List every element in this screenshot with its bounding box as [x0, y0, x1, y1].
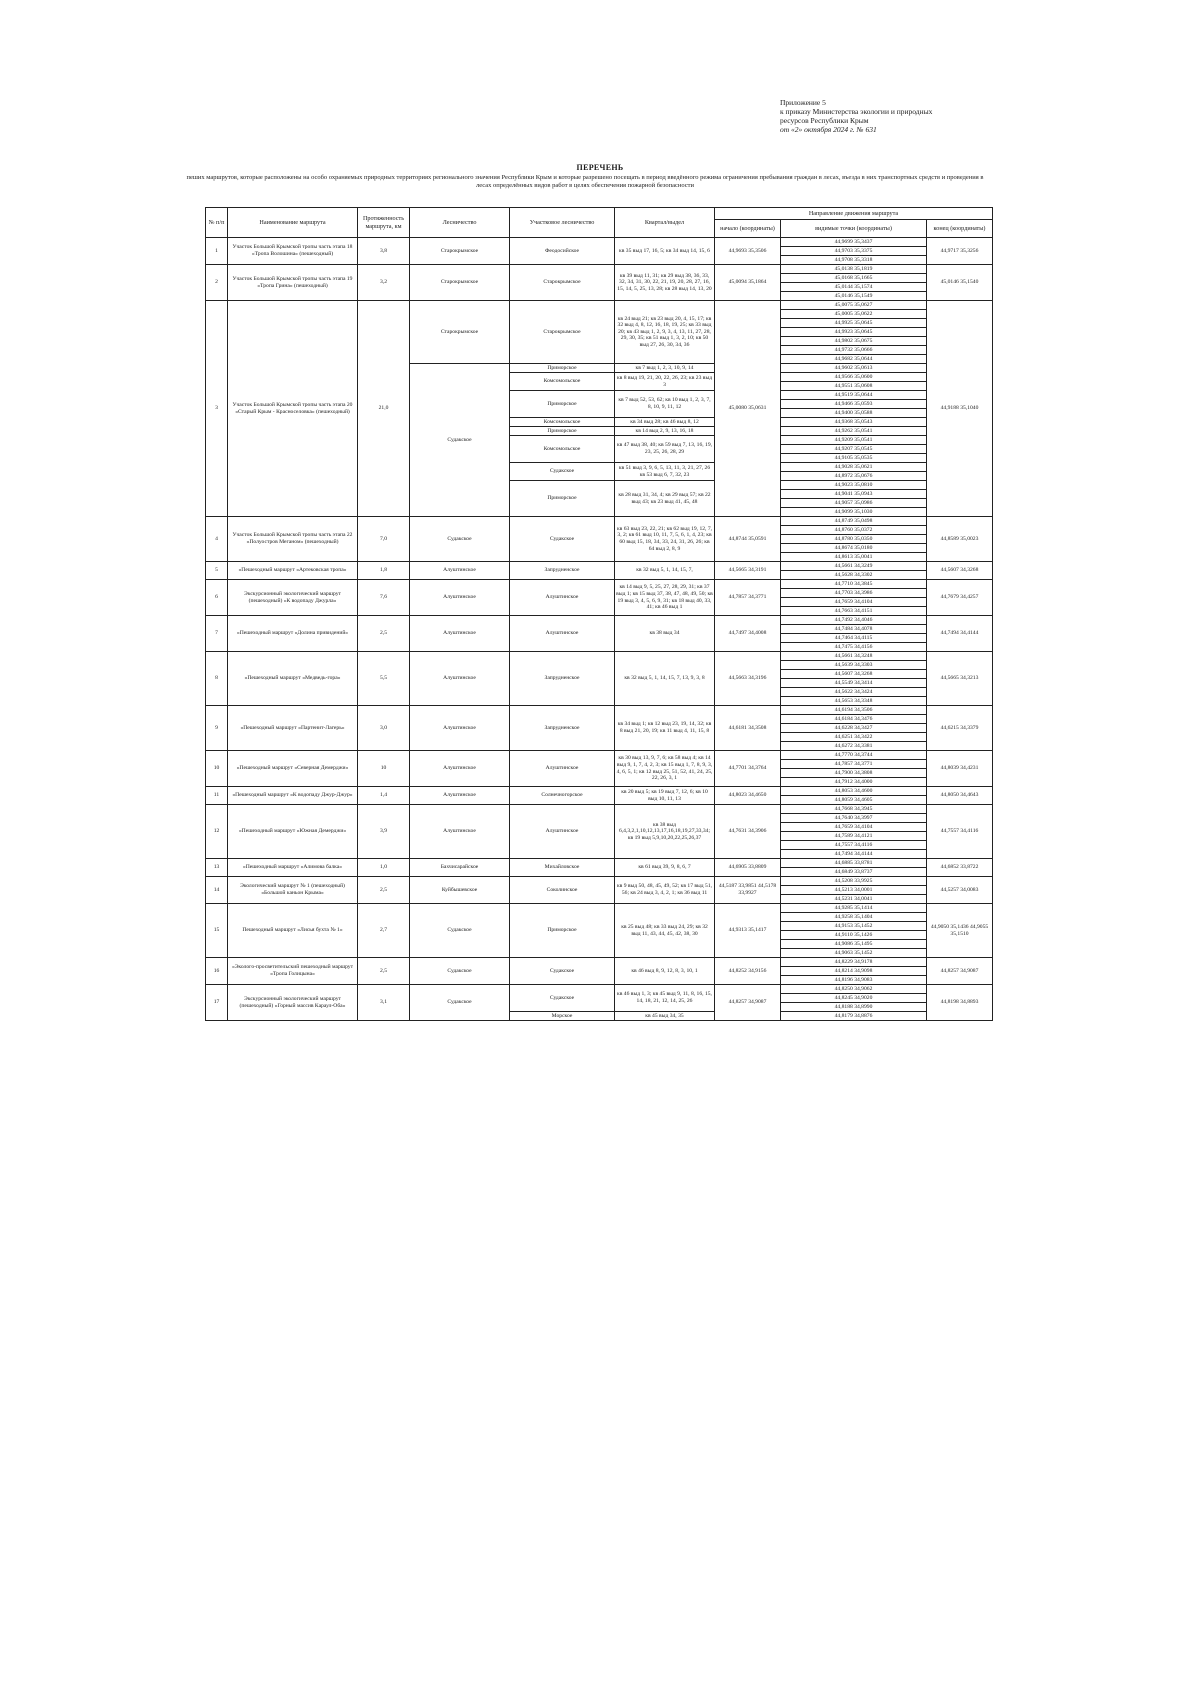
waypoint-coords: 44,9258 35,1404 — [781, 913, 927, 922]
table-row — [206, 562, 993, 571]
forestry-cell: Алуштинское — [410, 652, 510, 706]
waypoint-coords: 44,9708 35,3318 — [781, 256, 927, 265]
waypoint-coords: 44,7464 34,4115 — [781, 634, 927, 643]
start-coords: 45,0080 35,0631 — [715, 301, 781, 517]
start-coords: 44,5187 33,9851 44,5178 33,9927 — [715, 877, 781, 904]
waypoint-coords: 44,8245 34,9020 — [781, 994, 927, 1003]
waypoint-coords: 45,0144 35,1574 — [781, 283, 927, 292]
start-coords: 44,8744 35,0591 — [715, 517, 781, 562]
waypoint-coords: 44,8250 34,9062 — [781, 985, 927, 994]
table-row — [206, 787, 993, 796]
quarters-cell: кв 14 выд 9, 5, 25, 27, 28, 29, 31; кв 37 выд 1; кв 15 выд 37, 38, 47, 48, 49, 50; кв 19 выд 3, 4, 5, 6, 9, 31; кв 18 выд 40, 33, 41; кв 46 выд 1 — [615, 580, 715, 616]
waypoint-coords: 44,7659 34,4104 — [781, 598, 927, 607]
quarters-cell: кв 24 выд 21; кв 23 выд 20, 4, 15, 17; кв 32 выд 4, 8, 12, 16, 18, 19, 25; кв 33 выд 20; кв 43 выд 1, 2, 9, 3, 4, 13, 11, 27, 28, 29, 30, 35; кв 51 выд 1, 3, 2, 10; кв 50 выд 27, 26, 30, 34, 36 — [615, 301, 715, 364]
district-cell: Судакское — [510, 985, 615, 1012]
waypoint-coords: 44,7589 34,4121 — [781, 832, 927, 841]
quarters-cell: кв 7 выд 1, 2, 3, 10, 9, 14 — [615, 364, 715, 373]
end-coords: 44,8589 35,0023 — [927, 517, 993, 562]
waypoint-coords: 44,8749 35,0498 — [781, 517, 927, 526]
waypoint-coords: 44,8613 35,0041 — [781, 553, 927, 562]
waypoint-coords: 44,9551 35,0608 — [781, 382, 927, 391]
waypoint-coords: 44,8179 34,8876 — [781, 1012, 927, 1021]
waypoint-coords: 45,0005 35,0622 — [781, 310, 927, 319]
forestry-cell: Алуштинское — [410, 616, 510, 652]
district-cell: Соколинское — [510, 877, 615, 904]
waypoint-coords: 44,5653 34,3348 — [781, 697, 927, 706]
district-cell: Приморское — [510, 427, 615, 436]
start-coords: 44,6905 33,8809 — [715, 859, 781, 877]
forestry-cell: Старокрымское — [410, 238, 510, 265]
quarters-cell: кв 20 выд 5; кв 19 выд 7, 12, 6; кв 10 выд 10, 11, 13 — [615, 787, 715, 805]
end-coords: 44,9188 35,1040 — [927, 301, 993, 517]
header-length: Протяженность маршрута, км — [358, 208, 410, 238]
start-coords: 44,5663 34,3196 — [715, 652, 781, 706]
forestry-cell: Судакское — [410, 958, 510, 985]
end-coords: 44,5665 34,3213 — [927, 652, 993, 706]
district-cell: Приморское — [510, 904, 615, 958]
route-number: 4 — [206, 517, 228, 562]
route-name: Участок Большой Крымской тропы часть этапа 20 «Старый Крым - Красноселовка» (пешеходный) — [228, 301, 358, 517]
end-coords: 44,8039 34,4231 — [927, 751, 993, 787]
district-cell: Судакское — [510, 463, 615, 481]
route-name: «Пешеходный маршрут «Долина привидений» — [228, 616, 358, 652]
forestry-cell: Алуштинское — [410, 805, 510, 859]
end-coords: 44,8198 34,8893 — [927, 985, 993, 1021]
annex-line-1: Приложение 5 — [780, 98, 826, 107]
district-cell: Алуштинское — [510, 580, 615, 616]
waypoint-coords: 44,8053 34,4600 — [781, 787, 927, 796]
start-coords: 45,0094 35,1864 — [715, 265, 781, 301]
waypoint-coords: 44,9925 35,0645 — [781, 319, 927, 328]
table-row — [206, 616, 993, 625]
waypoint-coords: 44,9682 35,0644 — [781, 355, 927, 364]
district-cell: Запрудненское — [510, 562, 615, 580]
annex-note — [780, 98, 1020, 134]
route-length: 7,0 — [358, 517, 410, 562]
waypoint-coords: 44,9153 35,1452 — [781, 922, 927, 931]
waypoint-coords: 44,9028 35,0621 — [781, 463, 927, 472]
route-number: 15 — [206, 904, 228, 958]
district-cell: Приморское — [510, 481, 615, 517]
route-number: 10 — [206, 751, 228, 787]
waypoint-coords: 44,6184 34,3476 — [781, 715, 927, 724]
waypoint-coords: 44,6194 34,3506 — [781, 706, 927, 715]
end-coords: 44,7494 34,4144 — [927, 616, 993, 652]
waypoint-coords: 44,9566 35,0600 — [781, 373, 927, 382]
waypoint-coords: 44,9400 35,0588 — [781, 409, 927, 418]
waypoint-coords: 44,8214 34,9098 — [781, 967, 927, 976]
end-coords: 44,6215 34,3379 — [927, 706, 993, 751]
route-number: 5 — [206, 562, 228, 580]
route-name: Участок Большой Крымской тропы часть этапа 18 «Тропа Волошина» (пешеходный) — [228, 238, 358, 265]
waypoint-coords: 44,9699 35,3437 — [781, 238, 927, 247]
start-coords: 44,7857 34,3771 — [715, 580, 781, 616]
waypoint-coords: 44,5208 33,9925 — [781, 877, 927, 886]
district-cell: Михайловское — [510, 859, 615, 877]
district-cell: Запрудненское — [510, 652, 615, 706]
forestry-cell: Алуштинское — [410, 706, 510, 751]
route-number: 1 — [206, 238, 228, 265]
route-name: «Пешеходный маршрут «Медведь-гора» — [228, 652, 358, 706]
start-coords: 44,9313 35,1417 — [715, 904, 781, 958]
document-subtitle: пеших маршрутов, которые расположены на особо охраняемых природных территориях регионального значения Республики Крым и которые разрешено посещать в период введённого режима ограничения пребывания граждан в лесах, въезда в них транспортных средств и проведения в лесах определённых видов работ в целях обеспечения пожарной безопасности — [186, 174, 984, 189]
forestry-cell: Старокрымское — [410, 265, 510, 301]
waypoint-coords: 44,5628 34,3302 — [781, 571, 927, 580]
waypoint-coords: 44,5231 34,0041 — [781, 895, 927, 904]
waypoint-coords: 44,7484 34,4078 — [781, 625, 927, 634]
end-coords: 44,9050 35,1436 44,9055 35,1510 — [927, 904, 993, 958]
table-row — [206, 805, 993, 814]
waypoint-coords: 44,5661 34,3248 — [781, 652, 927, 661]
route-length: 2,5 — [358, 958, 410, 985]
waypoint-coords: 44,9466 35,0593 — [781, 400, 927, 409]
route-name: «Пешеходный маршрут «Артековская тропа» — [228, 562, 358, 580]
table-row — [206, 265, 993, 274]
route-number: 6 — [206, 580, 228, 616]
route-length: 2,7 — [358, 904, 410, 958]
end-coords: 44,5607 34,3268 — [927, 562, 993, 580]
district-cell: Алуштинское — [510, 751, 615, 787]
waypoint-coords: 44,6251 34,3422 — [781, 733, 927, 742]
route-length: 5,5 — [358, 652, 410, 706]
waypoint-coords: 44,9207 35,0545 — [781, 445, 927, 454]
quarters-cell: кв 7 выд 52, 53, 62; кв 10 выд 1, 2, 3, 7, 8, 10, 9, 11, 12 — [615, 391, 715, 418]
end-coords: 44,6852 33,8722 — [927, 859, 993, 877]
quarters-cell: кв 8 выд 19, 21, 20, 22, 26, 23; кв 23 выд 3 — [615, 373, 715, 391]
route-name: Пешеходный маршрут «Лисья бухта № 1» — [228, 904, 358, 958]
route-number: 14 — [206, 877, 228, 904]
district-cell: Солнечногорское — [510, 787, 615, 805]
header-start: начало (координаты) — [715, 220, 781, 238]
waypoint-coords: 45,0075 35,0627 — [781, 301, 927, 310]
routes-table — [205, 207, 993, 1021]
forestry-cell: Куйбышевское — [410, 877, 510, 904]
route-name: «Пешеходный маршрут «К водопаду Джур-Джур» — [228, 787, 358, 805]
forestry-cell: Судакское — [410, 364, 510, 517]
forestry-cell: Судакское — [410, 904, 510, 958]
quarters-cell: кв 61 выд 39, 9, 8, 6, 7 — [615, 859, 715, 877]
route-number: 3 — [206, 301, 228, 517]
quarters-cell: кв 32 выд 5, 1, 14, 15, 7, — [615, 562, 715, 580]
route-name: «Пешеходный маршрут «Южная Демерджи» — [228, 805, 358, 859]
quarters-cell: кв 34 выд 1; кв 12 выд 23, 19, 14, 32; кв 8 выд 21, 20, 19; кв 11 выд 4, 11, 15, 8 — [615, 706, 715, 751]
route-number: 8 — [206, 652, 228, 706]
waypoint-coords: 44,7668 34,3945 — [781, 805, 927, 814]
header-waypoints: видимые точки (координаты) — [781, 220, 927, 238]
district-cell: Старокрымское — [510, 301, 615, 364]
start-coords: 44,8257 34,9087 — [715, 985, 781, 1021]
end-coords: 44,9717 35,3256 — [927, 238, 993, 265]
annex-line-3: ресурсов Республики Крым — [780, 116, 869, 125]
start-coords: 44,8252 34,9156 — [715, 958, 781, 985]
waypoint-coords: 44,9086 35,1495 — [781, 940, 927, 949]
end-coords: 44,8050 34,4643 — [927, 787, 993, 805]
waypoint-coords: 44,9368 35,0543 — [781, 418, 927, 427]
waypoint-coords: 44,5622 34,3424 — [781, 688, 927, 697]
route-number: 12 — [206, 805, 228, 859]
quarters-cell: кв 45 выд 34, 35 — [615, 1012, 715, 1021]
district-cell: Комсомольское — [510, 418, 615, 427]
waypoint-coords: 44,7900 34,3808 — [781, 769, 927, 778]
waypoint-coords: 44,6272 34,3381 — [781, 742, 927, 751]
quarters-cell: кв 9 выд 50, 48, 45, 49, 52; кв 17 выд 51, 56; кв 24 выд 3, 4, 2, 1; кв 36 выд 11 — [615, 877, 715, 904]
quarters-cell: кв 30 выд 13, 9, 7, 6; кв 58 выд 4; кв 14 выд 9, 1, 7, 4, 2, 3; кв 15 выд 1, 7, 8, 9, 3, 4, 6, 5, 1; кв 12 выд 25, 51, 52, 41, 24, 25, 22, 26, 3, 1 — [615, 751, 715, 787]
district-cell: Судакское — [510, 958, 615, 985]
waypoint-coords: 44,8196 34,9083 — [781, 976, 927, 985]
header-quarters: Квартал/выдел — [615, 208, 715, 238]
waypoint-coords: 44,8972 35,0676 — [781, 472, 927, 481]
waypoint-coords: 44,6228 34,3427 — [781, 724, 927, 733]
waypoint-coords: 44,9023 35,0810 — [781, 481, 927, 490]
waypoint-coords: 44,9703 35,3375 — [781, 247, 927, 256]
waypoint-coords: 44,7857 34,3771 — [781, 760, 927, 769]
route-length: 7,6 — [358, 580, 410, 616]
table-row — [206, 706, 993, 715]
route-length: 1,0 — [358, 859, 410, 877]
waypoint-coords: 44,7912 34,4000 — [781, 778, 927, 787]
route-number: 16 — [206, 958, 228, 985]
waypoint-coords: 45,0168 35,1665 — [781, 274, 927, 283]
waypoint-coords: 44,7770 34,3744 — [781, 751, 927, 760]
quarters-cell: кв 35 выд 17, 16, 5; кв 34 выд 14, 15, 6 — [615, 238, 715, 265]
table-row — [206, 751, 993, 760]
header-end: конец (координаты) — [927, 220, 993, 238]
annex-line-4: от «2» октября 2024 г. № 631 — [780, 125, 877, 134]
waypoint-coords: 44,9802 35,0675 — [781, 337, 927, 346]
waypoint-coords: 44,7703 34,3986 — [781, 589, 927, 598]
route-length: 3,1 — [358, 985, 410, 1021]
waypoint-coords: 44,8188 34,8990 — [781, 1003, 927, 1012]
waypoint-coords: 44,9099 35,1030 — [781, 508, 927, 517]
quarters-cell: кв 38 выд 34 — [615, 616, 715, 652]
waypoint-coords: 44,9285 35,1414 — [781, 904, 927, 913]
waypoint-coords: 44,8760 35,0372 — [781, 526, 927, 535]
forestry-cell: Алуштинское — [410, 751, 510, 787]
waypoint-coords: 44,7710 34,3845 — [781, 580, 927, 589]
forestry-cell: Старокрымское — [410, 301, 510, 364]
route-length: 2,5 — [358, 616, 410, 652]
district-cell: Морское — [510, 1012, 615, 1021]
route-name: Экскурсионный экологический маршрут (пешеходный) «Горный массив Караул-Оба» — [228, 985, 358, 1021]
waypoint-coords: 44,9519 35,0644 — [781, 391, 927, 400]
district-cell: Алуштинское — [510, 805, 615, 859]
end-coords: 44,7679 34,4257 — [927, 580, 993, 616]
waypoint-coords: 44,9105 35,0535 — [781, 454, 927, 463]
header-forestry: Лесничество — [410, 208, 510, 238]
waypoint-coords: 45,0138 35,1819 — [781, 265, 927, 274]
start-coords: 44,5665 34,3191 — [715, 562, 781, 580]
district-cell: Комсомольское — [510, 373, 615, 391]
waypoint-coords: 44,6849 33,8737 — [781, 868, 927, 877]
waypoint-coords: 44,9041 35,0943 — [781, 490, 927, 499]
table-row — [206, 958, 993, 967]
waypoint-coords: 44,7659 34,4104 — [781, 823, 927, 832]
header-direction: Направление движения маршрута — [715, 208, 993, 220]
district-cell: Запрудненское — [510, 706, 615, 751]
route-name: Экскурсионный экологический маршрут (пешеходный) «К водопаду Джурла» — [228, 580, 358, 616]
waypoint-coords: 44,5661 34,3249 — [781, 562, 927, 571]
annex-line-2: к приказу Министерства экологии и природных — [780, 107, 933, 116]
waypoint-coords: 44,7494 34,4144 — [781, 850, 927, 859]
route-number: 7 — [206, 616, 228, 652]
waypoint-coords: 44,7663 34,4151 — [781, 607, 927, 616]
table-row — [206, 985, 993, 994]
quarters-cell: кв 46 выд 8, 9, 12, 8, 3, 10, 1 — [615, 958, 715, 985]
waypoint-coords: 44,9602 35,0613 — [781, 364, 927, 373]
district-cell: Старокрымское — [510, 265, 615, 301]
start-coords: 44,7497 34,4008 — [715, 616, 781, 652]
waypoint-coords: 44,9063 35,1452 — [781, 949, 927, 958]
header-num: № п/п — [206, 208, 228, 238]
start-coords: 44,9693 35,3506 — [715, 238, 781, 265]
table-row — [206, 580, 993, 589]
route-name: «Пешеходный маршрут «Северная Демерджи» — [228, 751, 358, 787]
waypoint-coords: 44,9057 35,0986 — [781, 499, 927, 508]
forestry-cell: Судакское — [410, 985, 510, 1021]
route-name: «Эколого-просветительский пешеходный маршрут «Тропа Голицына» — [228, 958, 358, 985]
district-cell: Алуштинское — [510, 616, 615, 652]
forestry-cell: Судакское — [410, 517, 510, 562]
quarters-cell: кв 38 выд 6,4,3,2,1,10,12,13,17,16,18,19,27,33,34; кв 19 выд 5,9,10,20,22,25,26,37 — [615, 805, 715, 859]
end-coords: 44,7557 34,4116 — [927, 805, 993, 859]
district-cell: Феодосийское — [510, 238, 615, 265]
forestry-cell: Алуштинское — [410, 787, 510, 805]
end-coords: 45,0146 35,1540 — [927, 265, 993, 301]
forestry-cell: Алуштинское — [410, 562, 510, 580]
waypoint-coords: 44,5607 34,3268 — [781, 670, 927, 679]
forestry-cell: Бахчисарайское — [410, 859, 510, 877]
waypoint-coords: 45,0146 35,1549 — [781, 292, 927, 301]
end-coords: 44,5257 34,0083 — [927, 877, 993, 904]
table-row — [206, 859, 993, 868]
waypoint-coords: 44,8059 34,4605 — [781, 796, 927, 805]
district-cell: Приморское — [510, 364, 615, 373]
quarters-cell: кв 32 выд 5, 1, 14, 15, 7, 13, 9, 3, 8 — [615, 652, 715, 706]
route-length: 3,8 — [358, 238, 410, 265]
district-cell: Судакское — [510, 517, 615, 562]
route-number: 13 — [206, 859, 228, 877]
route-number: 11 — [206, 787, 228, 805]
quarters-cell: кв 39 выд 11, 31; кв 29 выд 38, 36, 33, 32, 34, 31, 30, 22, 21, 19, 20, 28, 27, 16, 15, 14, 5, 25, 13, 28; кв 28 выд 14, 13, 20 — [615, 265, 715, 301]
waypoint-coords: 44,9110 35,1426 — [781, 931, 927, 940]
table-row — [206, 238, 993, 247]
route-number: 9 — [206, 706, 228, 751]
table-row — [206, 904, 993, 913]
table-row — [206, 877, 993, 886]
table-row — [206, 517, 993, 526]
waypoint-coords: 44,5549 34,3414 — [781, 679, 927, 688]
routes-body — [206, 238, 993, 1021]
route-name: Участок Большой Крымской тропы часть этапа 19 «Тропа Грина» (пешеходный) — [228, 265, 358, 301]
route-length: 10 — [358, 751, 410, 787]
start-coords: 44,6181 34,3508 — [715, 706, 781, 751]
end-coords: 44,8257 34,9087 — [927, 958, 993, 985]
forestry-cell: Алуштинское — [410, 580, 510, 616]
waypoint-coords: 44,5639 34,3303 — [781, 661, 927, 670]
route-number: 17 — [206, 985, 228, 1021]
quarters-cell: кв 28 выд 31, 34, 4; кв 29 выд 57; кв 22 выд 43; кв 23 выд 41, 45, 48 — [615, 481, 715, 517]
start-coords: 44,8023 34,4650 — [715, 787, 781, 805]
waypoint-coords: 44,7640 34,3997 — [781, 814, 927, 823]
waypoint-coords: 44,7557 34,4116 — [781, 841, 927, 850]
waypoint-coords: 44,8780 35,0350 — [781, 535, 927, 544]
quarters-cell: кв 25 выд 48; кв 33 выд 24, 29; кв 32 выд 11, 43, 44, 45, 42, 38, 30 — [615, 904, 715, 958]
route-name: «Пешеходный маршрут «Алимова балка» — [228, 859, 358, 877]
quarters-cell: кв 14 выд 2, 9, 13, 16, 18 — [615, 427, 715, 436]
start-coords: 44,7701 34,3764 — [715, 751, 781, 787]
route-length: 2,5 — [358, 877, 410, 904]
route-length: 3,2 — [358, 265, 410, 301]
quarters-cell: кв 47 выд 38, 40; кв 59 выд 7, 13, 16, 19, 23, 25, 26, 28, 29 — [615, 436, 715, 463]
quarters-cell: кв 34 выд 28; кв 46 выд 8, 12 — [615, 418, 715, 427]
route-length: 1,4 — [358, 787, 410, 805]
district-cell: Комсомольское — [510, 436, 615, 463]
quarters-cell: кв 63 выд 23, 22, 21; кв 62 выд 19, 12, 7, 3, 2; кв 61 выд 10, 11, 7, 5, 6, 1, 4, 23; кв 60 выд 15, 18, 34, 33, 24, 31, 26, 26; кв 64 выд 2, 8, 9 — [615, 517, 715, 562]
waypoint-coords: 44,5213 34,0001 — [781, 886, 927, 895]
waypoint-coords: 44,7492 34,4046 — [781, 616, 927, 625]
waypoint-coords: 44,9262 35,0541 — [781, 427, 927, 436]
waypoint-coords: 44,9923 35,0645 — [781, 328, 927, 337]
document-title: ПЕРЕЧЕНЬ — [576, 163, 624, 172]
quarters-cell: кв 46 выд 1, 3; кв 45 выд 9, 11, 8, 16, 15, 14, 18, 21, 12, 14, 25, 26 — [615, 985, 715, 1012]
route-number: 2 — [206, 265, 228, 301]
table-row — [206, 301, 993, 310]
header-district: Участковое лесничество — [510, 208, 615, 238]
waypoint-coords: 44,6885 33,8781 — [781, 859, 927, 868]
route-length: 21,0 — [358, 301, 410, 517]
table-row — [206, 652, 993, 661]
route-length: 3,0 — [358, 706, 410, 751]
route-name: Экологический маршрут № 1 (пешеходный) «Большой каньон Крыма» — [228, 877, 358, 904]
waypoint-coords: 44,8229 34,9178 — [781, 958, 927, 967]
route-length: 1,8 — [358, 562, 410, 580]
header-name: Наименование маршрута — [228, 208, 358, 238]
quarters-cell: кв 51 выд 3, 9, 6, 5, 13, 11, 3, 21, 27, 26 кв 53 выд 6, 7, 32, 23 — [615, 463, 715, 481]
route-name: «Пешеходный маршрут «Партенит-Лагерь» — [228, 706, 358, 751]
route-name: Участок Большой Крымской тропы часть этапа 22 «Полуостров Меганом» (пешеходный) — [228, 517, 358, 562]
waypoint-coords: 44,9732 35,0666 — [781, 346, 927, 355]
waypoint-coords: 44,8674 35,0180 — [781, 544, 927, 553]
route-length: 3,9 — [358, 805, 410, 859]
waypoint-coords: 44,9209 35,0541 — [781, 436, 927, 445]
start-coords: 44,7631 34,3906 — [715, 805, 781, 859]
waypoint-coords: 44,7475 34,4156 — [781, 643, 927, 652]
district-cell: Приморское — [510, 391, 615, 418]
